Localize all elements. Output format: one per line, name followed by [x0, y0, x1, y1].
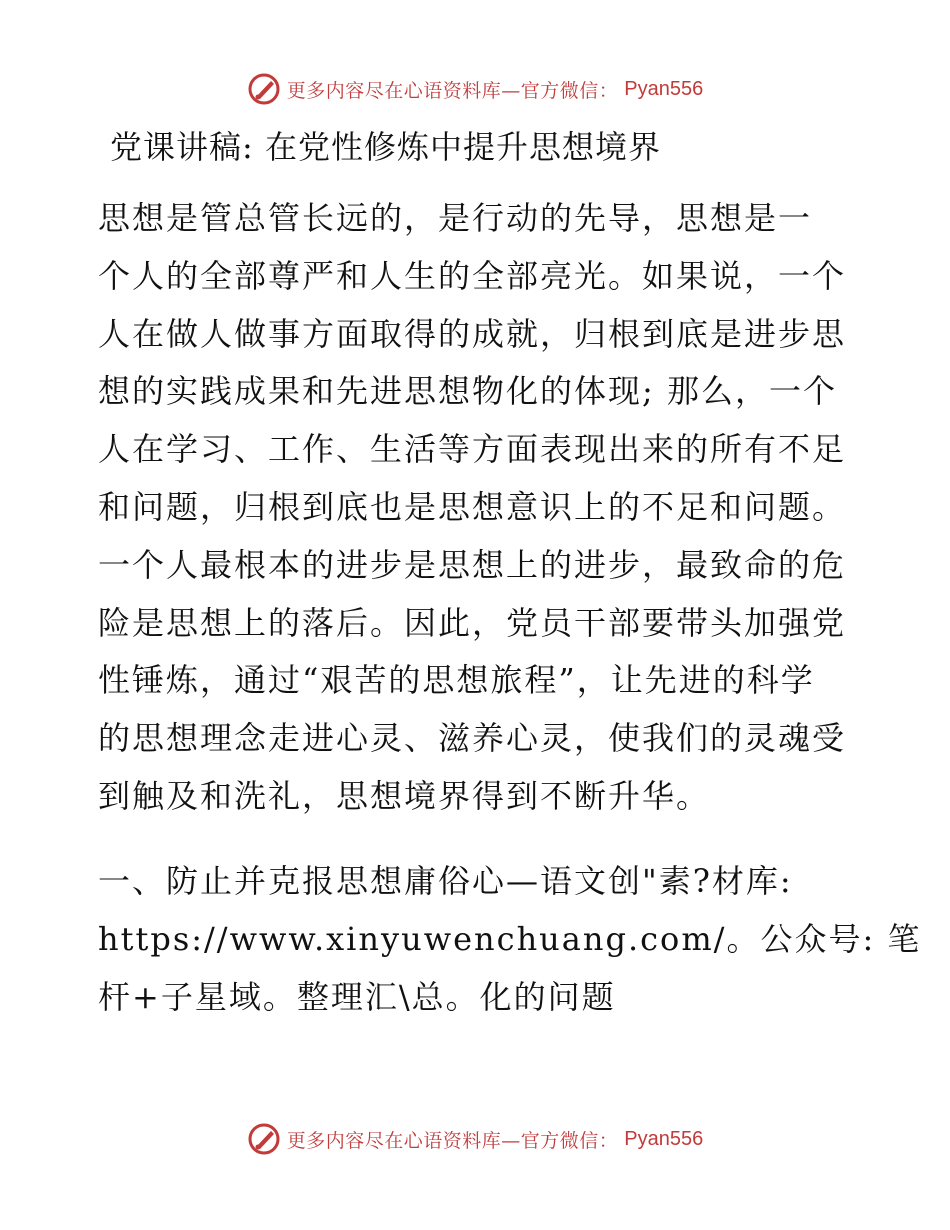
- text-line: 想的实践成果和先进思想物化的体现; 那么，一个: [98, 372, 837, 411]
- header-watermark: [0, 72, 950, 106]
- text-line: 个人的全部尊严和人生的全部亮光。如果说，一个: [98, 256, 847, 295]
- text-line: 的思想理念走进心灵、滋养心灵，使我们的灵魂受: [98, 719, 847, 758]
- brand-logo-icon: [247, 72, 281, 106]
- watermark-wechat-id: Pyan556: [624, 77, 704, 100]
- document-title: 党课讲稿: 在党性修炼中提升思想境界: [110, 128, 661, 166]
- text-line: 一个人最根本的进步是思想上的进步，最致命的危: [98, 545, 847, 584]
- text-line: 思想是管总管长远的，是行动的先导，思想是一: [98, 199, 813, 237]
- text-line: 到触及和洗礼，思想境界得到不断升华。: [98, 776, 711, 815]
- text-line: 一、防止并克报思想庸俗心—语文创"素?材库:: [98, 862, 793, 900]
- text-line: 人在学习、工作、生活等方面表现出来的所有不足: [98, 430, 847, 469]
- text-line: https://www.xinyuwenchuang.com/。公众号: 笔: [98, 919, 922, 958]
- text-line: 险是思想上的落后。因此，党员干部要带头加强党: [98, 603, 847, 642]
- brand-logo-icon: [247, 1122, 281, 1156]
- footer-watermark: [0, 1122, 950, 1156]
- watermark-text: 更多内容尽在心语资料库—官方微信：: [286, 1129, 619, 1152]
- paragraph-intro: [98, 190, 858, 826]
- text-line: 杆+子星域。整理汇\总。化的问题: [98, 977, 616, 1016]
- watermark-wechat-id: Pyan556: [624, 1127, 704, 1150]
- paragraph-section-one: [98, 853, 922, 1026]
- watermark-text: 更多内容尽在心语资料库—官方微信：: [286, 79, 619, 102]
- text-line: 人在做人做事方面取得的成就，归根到底是进步思: [98, 314, 847, 353]
- text-line: 性锤炼，通过“艰苦的思想旅程”，让先进的科学: [98, 661, 815, 700]
- text-line: 和问题，归根到底也是思想意识上的不足和问题。: [98, 487, 847, 526]
